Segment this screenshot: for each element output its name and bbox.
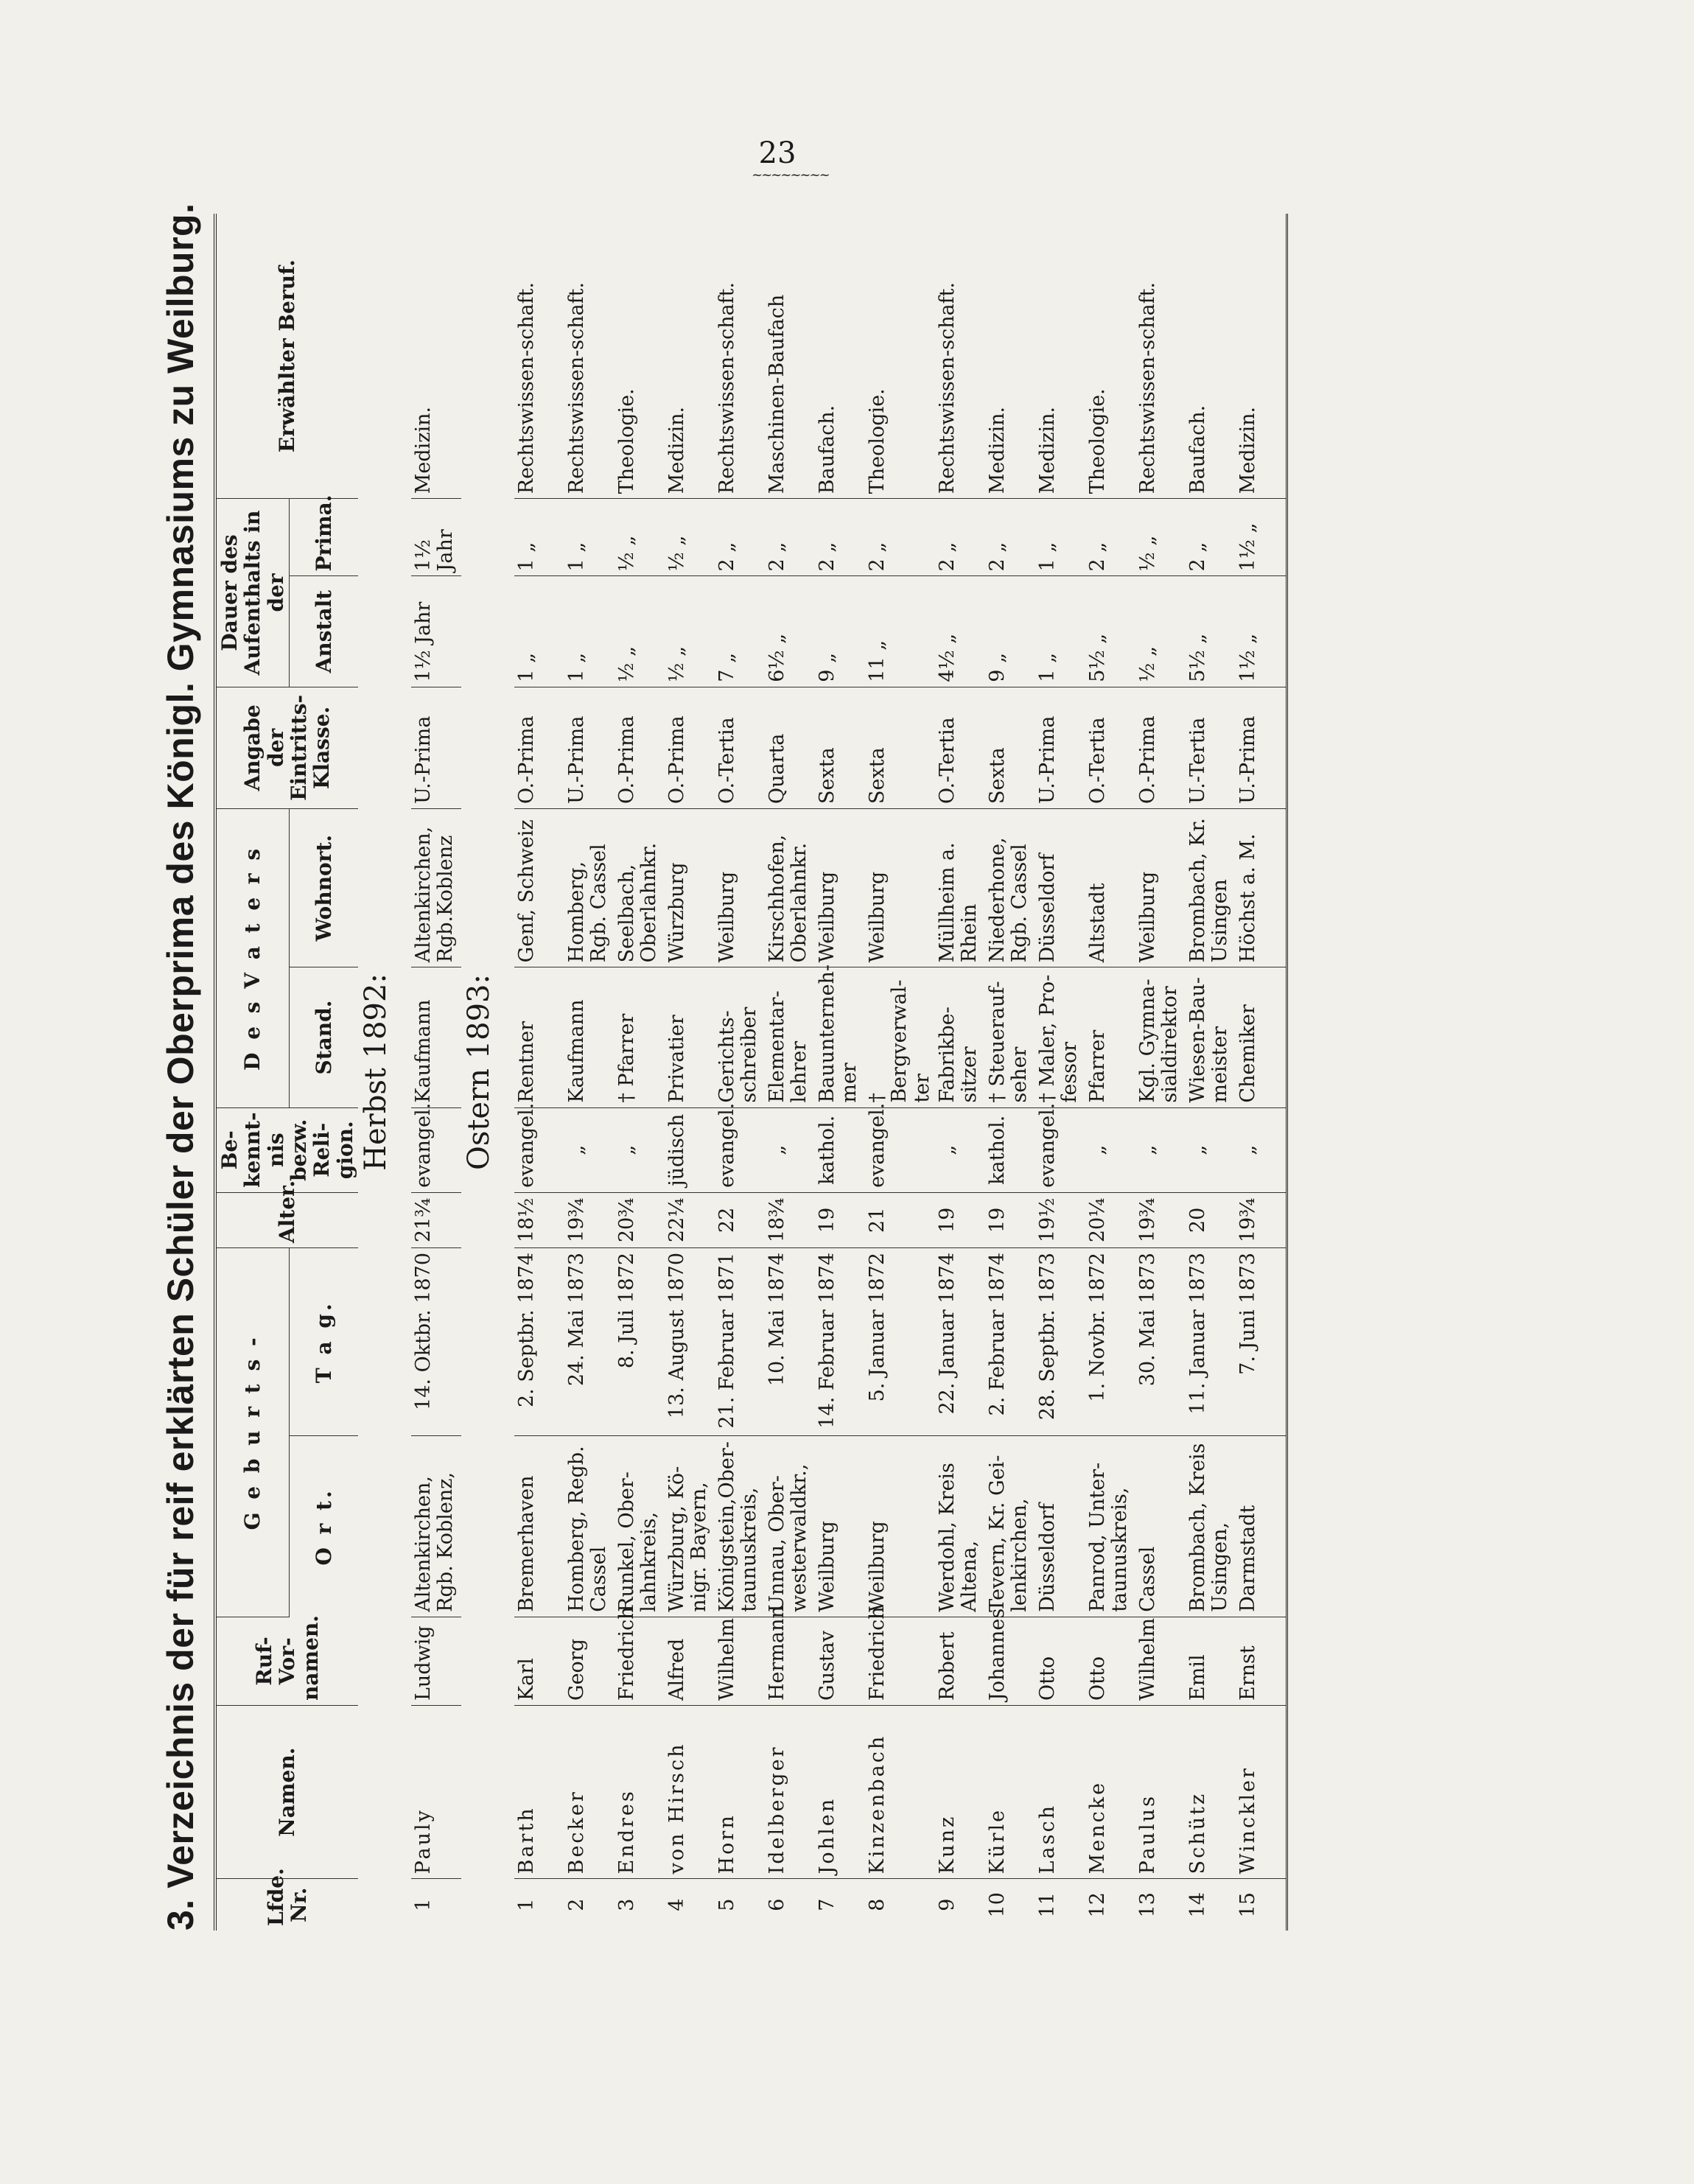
duration-prima: 1½ Jahr — [411, 499, 461, 576]
chosen-career: Rechtswissen-schaft. — [514, 214, 564, 499]
duration-prima: 2 „ — [1186, 499, 1236, 576]
father-occupation: Bauunterneh-mer — [815, 967, 865, 1107]
birth-place: Düsseldorf — [1035, 1436, 1085, 1617]
entry-class: U.-Prima — [564, 687, 615, 808]
duration-prima: 1 „ — [514, 499, 564, 576]
first-name: Wilhelm — [1135, 1617, 1186, 1705]
first-name: Johannes — [985, 1617, 1035, 1705]
religion: evangel. — [411, 1107, 461, 1192]
father-residence: Homberg, Rgb. Cassel — [564, 808, 615, 967]
duration-prima: 2 „ — [1085, 499, 1135, 576]
father-occupation: Chemiker — [1236, 967, 1287, 1107]
birth-date: 1. Novbr. 1872 — [1085, 1247, 1135, 1435]
chosen-career: Theologie. — [615, 214, 665, 499]
row-number: 12 — [1085, 1892, 1109, 1918]
duration-prima: 2 „ — [715, 499, 765, 576]
father-occupation: Kaufmann — [411, 967, 461, 1107]
table-row — [815, 214, 865, 1931]
entry-class: U.-Prima — [1236, 687, 1287, 808]
religion: evangel. — [514, 1107, 564, 1192]
student-name: Barth — [514, 1706, 564, 1879]
birth-date: 22. Januar 1874 — [935, 1247, 985, 1435]
father-occupation: Wiesen-Bau-meister — [1186, 967, 1236, 1107]
birth-date: 8. Juli 1872 — [615, 1247, 665, 1435]
father-residence: Altenkirchen, Rgb.Koblenz — [411, 808, 461, 967]
religion: kathol. — [985, 1107, 1035, 1192]
father-residence: Kirschhofen, Oberlahnkr. — [765, 808, 815, 967]
father-residence: Höchst a. M. — [1236, 808, 1287, 967]
birth-place: Weilburg — [815, 1436, 865, 1617]
duration-school: ½ „ — [1135, 576, 1186, 687]
birth-date: 5. Januar 1872 — [865, 1247, 935, 1435]
first-name: Ernst — [1236, 1617, 1287, 1705]
chosen-career: Rechtswissen-schaft. — [935, 214, 985, 499]
duration-school: 11 „ — [865, 576, 935, 687]
table-body — [358, 214, 1287, 1931]
student-name: Kürle — [985, 1706, 1035, 1879]
duration-school: 4½ „ — [935, 576, 985, 687]
first-name: Robert — [935, 1617, 985, 1705]
table-row — [1186, 214, 1236, 1931]
header-stand: Stand. — [290, 967, 359, 1107]
age: 18¾ — [765, 1192, 815, 1247]
header-wohnort: Wohnort. — [290, 808, 359, 967]
duration-prima: 2 „ — [985, 499, 1035, 576]
duration-prima: ½ „ — [665, 499, 715, 576]
entry-class: O.-Tertia — [935, 687, 985, 808]
student-name: Becker — [564, 1706, 615, 1879]
header-dauer: Dauer des Aufenthalts in der — [215, 499, 290, 687]
age: 21¾ — [411, 1192, 461, 1247]
duration-school: 5½ „ — [1085, 576, 1135, 687]
first-name: Ludwig — [411, 1617, 461, 1705]
row-number: 14 — [1186, 1892, 1209, 1918]
first-name: Georg — [564, 1617, 615, 1705]
duration-prima: ½ „ — [615, 499, 665, 576]
student-name: Idelberger — [765, 1706, 815, 1879]
first-name: Alfred — [665, 1617, 715, 1705]
section-label: Ostern 1893: — [462, 974, 497, 1170]
birth-place: Königstein,Ober-taunuskreis, — [715, 1436, 765, 1617]
religion: „ — [564, 1107, 615, 1192]
father-residence: Brombach, Kr. Usingen — [1186, 808, 1236, 967]
table-row — [1236, 214, 1287, 1931]
religion: kathol. — [815, 1107, 865, 1192]
table-row — [935, 214, 985, 1931]
chosen-career: Rechtswissen-schaft. — [715, 214, 765, 499]
table-row — [715, 214, 765, 1931]
duration-prima: 1½ „ — [1236, 499, 1287, 576]
father-occupation: Pfarrer — [1085, 967, 1135, 1107]
section-label: Herbst 1892: — [359, 973, 393, 1171]
entry-class: U.-Prima — [411, 687, 461, 808]
student-name: Endres — [615, 1706, 665, 1879]
row-number: 13 — [1135, 1892, 1159, 1918]
birth-date: 11. Januar 1873 — [1186, 1247, 1236, 1435]
row-number: 5 — [715, 1898, 739, 1911]
duration-school: 1 „ — [1035, 576, 1085, 687]
birth-place: Homberg, Regb. Cassel — [564, 1436, 615, 1617]
student-name: Paulus — [1135, 1706, 1186, 1879]
student-name: Johlen — [815, 1706, 865, 1879]
duration-prima: 1 „ — [1035, 499, 1085, 576]
duration-school: 1 „ — [564, 576, 615, 687]
birth-date: 13. August 1870 — [665, 1247, 715, 1435]
father-residence: Niederhone, Rgb. Cassel — [985, 808, 1035, 967]
birth-date: 2. Februar 1874 — [985, 1247, 1035, 1435]
chosen-career: Maschinen-Baufach — [765, 214, 815, 499]
table-row — [985, 214, 1035, 1931]
table-row — [615, 214, 665, 1931]
first-name: Gustav — [815, 1617, 865, 1705]
duration-school: 9 „ — [985, 576, 1035, 687]
section-row — [358, 214, 411, 1931]
age: 20¼ — [1085, 1192, 1135, 1247]
duration-prima: 1 „ — [564, 499, 615, 576]
student-name: Mencke — [1085, 1706, 1135, 1879]
entry-class: O.-Prima — [615, 687, 665, 808]
chosen-career: Medizin. — [411, 214, 461, 499]
father-occupation: Rentner — [514, 967, 564, 1107]
age: 22¼ — [665, 1192, 715, 1247]
row-number: 10 — [985, 1892, 1009, 1918]
age: 20¾ — [615, 1192, 665, 1247]
birth-place: Brombach, Kreis Usingen, — [1186, 1436, 1236, 1617]
duration-school: 9 „ — [815, 576, 865, 687]
birth-place: Würzburg, Kö-nigr. Bayern, — [665, 1436, 715, 1617]
birth-place: Panrod, Unter-taunuskreis, — [1085, 1436, 1135, 1617]
father-residence: Genf, Schweiz — [514, 808, 564, 967]
birth-date: 28. Septbr. 1873 — [1035, 1247, 1085, 1435]
header-name: Namen. — [215, 1706, 358, 1879]
chosen-career: Baufach. — [1186, 214, 1236, 499]
birth-date: 14. Februar 1874 — [815, 1247, 865, 1435]
birth-date: 7. Juni 1873 — [1236, 1247, 1287, 1435]
birth-place: Cassel — [1135, 1436, 1186, 1617]
age: 19¾ — [1236, 1192, 1287, 1247]
row-number: 11 — [1035, 1892, 1059, 1918]
religion: „ — [1186, 1107, 1236, 1192]
entry-class: O.-Prima — [1135, 687, 1186, 808]
header-bekenntnis: Be-kennt-nis bezw. Reli-gion. — [215, 1107, 358, 1192]
table-row — [1035, 214, 1085, 1931]
chosen-career: Theologie. — [1085, 214, 1135, 499]
birth-place: Bremerhaven — [514, 1436, 564, 1617]
religion: jüdisch — [665, 1107, 715, 1192]
row-number: 1 — [412, 1898, 435, 1911]
chosen-career: Rechtswissen-schaft. — [1135, 214, 1186, 499]
duration-prima: 2 „ — [815, 499, 865, 576]
chosen-career: Medizin. — [1236, 214, 1287, 499]
father-residence: Seelbach, Oberlahnkr. — [615, 808, 665, 967]
chosen-career: Medizin. — [985, 214, 1035, 499]
father-residence: Altstadt — [1085, 808, 1135, 967]
birth-place: Weilburg — [865, 1436, 935, 1617]
duration-school: 1½ Jahr — [411, 576, 461, 687]
row-number: 15 — [1236, 1879, 1287, 1931]
father-residence: Weilburg — [715, 808, 765, 967]
birth-date: 2. Septbr. 1874 — [514, 1247, 564, 1435]
student-name: Pauly — [411, 1706, 461, 1879]
duration-school: 7 „ — [715, 576, 765, 687]
header-eintritt: Angabe der Eintritts-Klasse. — [215, 687, 358, 808]
entry-class: U.-Tertia — [1186, 687, 1236, 808]
header-ort: O r t. — [290, 1436, 359, 1617]
row-number: 6 — [766, 1898, 789, 1911]
header-nr: Lfde. Nr. — [215, 1879, 358, 1931]
chosen-career: Medizin. — [1035, 214, 1085, 499]
entry-class: Sexta — [985, 687, 1035, 808]
table-row — [411, 214, 461, 1931]
entry-class: O.-Tertia — [1085, 687, 1135, 808]
table-title: 3. Verzeichnis der für reif erklärten Schüler der Oberprima des Königl. Gymnasiums zu Weilburg. — [160, 203, 201, 1931]
header-prima: Prima. — [290, 499, 359, 576]
student-name: Schütz — [1186, 1706, 1236, 1879]
table-row — [1135, 214, 1186, 1931]
religion: „ — [1236, 1107, 1287, 1192]
first-name: Hermann — [765, 1617, 815, 1705]
age: 19¾ — [564, 1192, 615, 1247]
header-alter: Alter. — [215, 1192, 358, 1247]
father-occupation: † Pfarrer — [615, 967, 665, 1107]
rotated-table-container — [147, 203, 1385, 1931]
first-name: Otto — [1085, 1617, 1135, 1705]
entry-class: U.-Prima — [1035, 687, 1085, 808]
row-number: 4 — [665, 1898, 689, 1911]
religion: evangel. — [865, 1107, 935, 1192]
father-occupation: Gerichts-schreiber — [715, 967, 765, 1107]
chosen-career: Medizin. — [665, 214, 715, 499]
birth-place: Werdohl, Kreis Altena, — [935, 1436, 985, 1617]
student-name: Kunz — [935, 1706, 985, 1879]
father-occupation: Kgl. Gymna-sialdirektor — [1135, 967, 1186, 1107]
entry-class: O.-Tertia — [715, 687, 765, 808]
row-number: 9 — [935, 1898, 959, 1911]
duration-prima: 2 „ — [935, 499, 985, 576]
entry-class: O.-Prima — [514, 687, 564, 808]
birth-place: Unnau, Ober-westerwaldkr., — [765, 1436, 815, 1617]
father-occupation: Privatier — [665, 967, 715, 1107]
duration-school: ½ „ — [665, 576, 715, 687]
age: 19 — [935, 1192, 985, 1247]
student-name: von Hirsch — [665, 1706, 715, 1879]
table-row — [564, 214, 615, 1931]
header-vater: D e s V a t e r s — [215, 808, 290, 1107]
duration-school: 6½ „ — [765, 576, 815, 687]
header-geburt: G e b u r t s - — [215, 1247, 290, 1617]
religion: evangel. — [715, 1107, 765, 1192]
age: 21 — [865, 1192, 935, 1247]
birth-place: Runkel, Ober-lahnkreis, — [615, 1436, 665, 1617]
duration-school: 5½ „ — [1186, 576, 1236, 687]
age: 19½ — [1035, 1192, 1085, 1247]
father-residence: Düsseldorf — [1035, 808, 1085, 967]
page-number — [752, 136, 829, 183]
first-name: Friedrich — [865, 1617, 935, 1705]
row-number: 8 — [866, 1898, 889, 1911]
birth-date: 24. Mai 1873 — [564, 1247, 615, 1435]
chosen-career: Rechtswissen-schaft. — [564, 214, 615, 499]
duration-prima: 2 „ — [765, 499, 815, 576]
age: 19 — [815, 1192, 865, 1247]
age: 19¾ — [1135, 1192, 1186, 1247]
religion: evangel. — [1035, 1107, 1085, 1192]
birth-place: Darmstadt — [1236, 1436, 1287, 1617]
birth-date: 30. Mai 1873 — [1135, 1247, 1186, 1435]
duration-prima: ½ „ — [1135, 499, 1186, 576]
age: 18½ — [514, 1192, 564, 1247]
father-residence: Weilburg — [865, 808, 935, 967]
religion: „ — [1085, 1107, 1135, 1192]
table-row — [765, 214, 815, 1931]
age: 20 — [1186, 1192, 1236, 1247]
father-occupation: † Steuerauf-seher — [985, 967, 1035, 1107]
student-name: Horn — [715, 1706, 765, 1879]
duration-school: 1 „ — [514, 576, 564, 687]
birth-date: 14. Oktbr. 1870 — [411, 1247, 461, 1435]
row-number: 7 — [816, 1898, 839, 1911]
religion: „ — [765, 1107, 815, 1192]
table-row — [1085, 214, 1135, 1931]
header-anstalt: Anstalt — [290, 576, 359, 687]
first-name: Karl — [514, 1617, 564, 1705]
father-residence: Würzburg — [665, 808, 715, 967]
section-row — [461, 214, 514, 1931]
row-number: 2 — [565, 1898, 589, 1911]
table-row — [865, 214, 935, 1931]
first-name: Otto — [1035, 1617, 1085, 1705]
entry-class: Quarta — [765, 687, 815, 808]
student-name: Winckler — [1236, 1706, 1287, 1879]
row-number: 3 — [615, 1898, 639, 1911]
header-vorname: Ruf-Vor-namen. — [215, 1617, 358, 1705]
chosen-career: Baufach. — [815, 214, 865, 499]
birth-date: 21. Februar 1871 — [715, 1247, 765, 1435]
duration-prima: 2 „ — [865, 499, 935, 576]
father-occupation: † Bergverwal-ter — [865, 967, 935, 1107]
religion: „ — [935, 1107, 985, 1192]
father-residence: Weilburg — [1135, 808, 1186, 967]
student-name: Kinzenbach — [865, 1706, 935, 1879]
page-number-text: 23 — [758, 136, 797, 170]
entry-class: Sexta — [865, 687, 935, 808]
religion: „ — [615, 1107, 665, 1192]
first-name: Emil — [1186, 1617, 1236, 1705]
ornament-rule: ~~~~~~~~ — [752, 167, 829, 183]
chosen-career: Theologie. — [865, 214, 935, 499]
header-beruf: Erwählter Beruf. — [215, 214, 358, 499]
student-name: Lasch — [1035, 1706, 1085, 1879]
father-residence: Weilburg — [815, 808, 865, 967]
religion: „ — [1135, 1107, 1186, 1192]
father-occupation: † Maler, Pro-fessor — [1035, 967, 1085, 1107]
father-residence: Müllheim a. Rhein — [935, 808, 985, 967]
father-occupation: Kaufmann — [564, 967, 615, 1107]
first-name: Friedrich — [615, 1617, 665, 1705]
father-occupation: Fabrikbe-sitzer — [935, 967, 985, 1107]
father-occupation: Elementar-lehrer — [765, 967, 815, 1107]
age: 19 — [985, 1192, 1035, 1247]
graduates-table — [214, 214, 1288, 1931]
age: 22 — [715, 1192, 765, 1247]
duration-school: ½ „ — [615, 576, 665, 687]
row-number: 1 — [515, 1898, 539, 1911]
entry-class: O.-Prima — [665, 687, 715, 808]
duration-school: 1½ „ — [1236, 576, 1287, 687]
table-row — [665, 214, 715, 1931]
birth-date: 10. Mai 1874 — [765, 1247, 815, 1435]
entry-class: Sexta — [815, 687, 865, 808]
first-name: Wilhelm — [715, 1617, 765, 1705]
birth-place: Altenkirchen, Rgb. Koblenz, — [411, 1436, 461, 1617]
table-row — [514, 214, 564, 1931]
birth-place: Tevern, Kr. Gei-lenkirchen, — [985, 1436, 1035, 1617]
header-tag: T a g. — [290, 1247, 359, 1435]
